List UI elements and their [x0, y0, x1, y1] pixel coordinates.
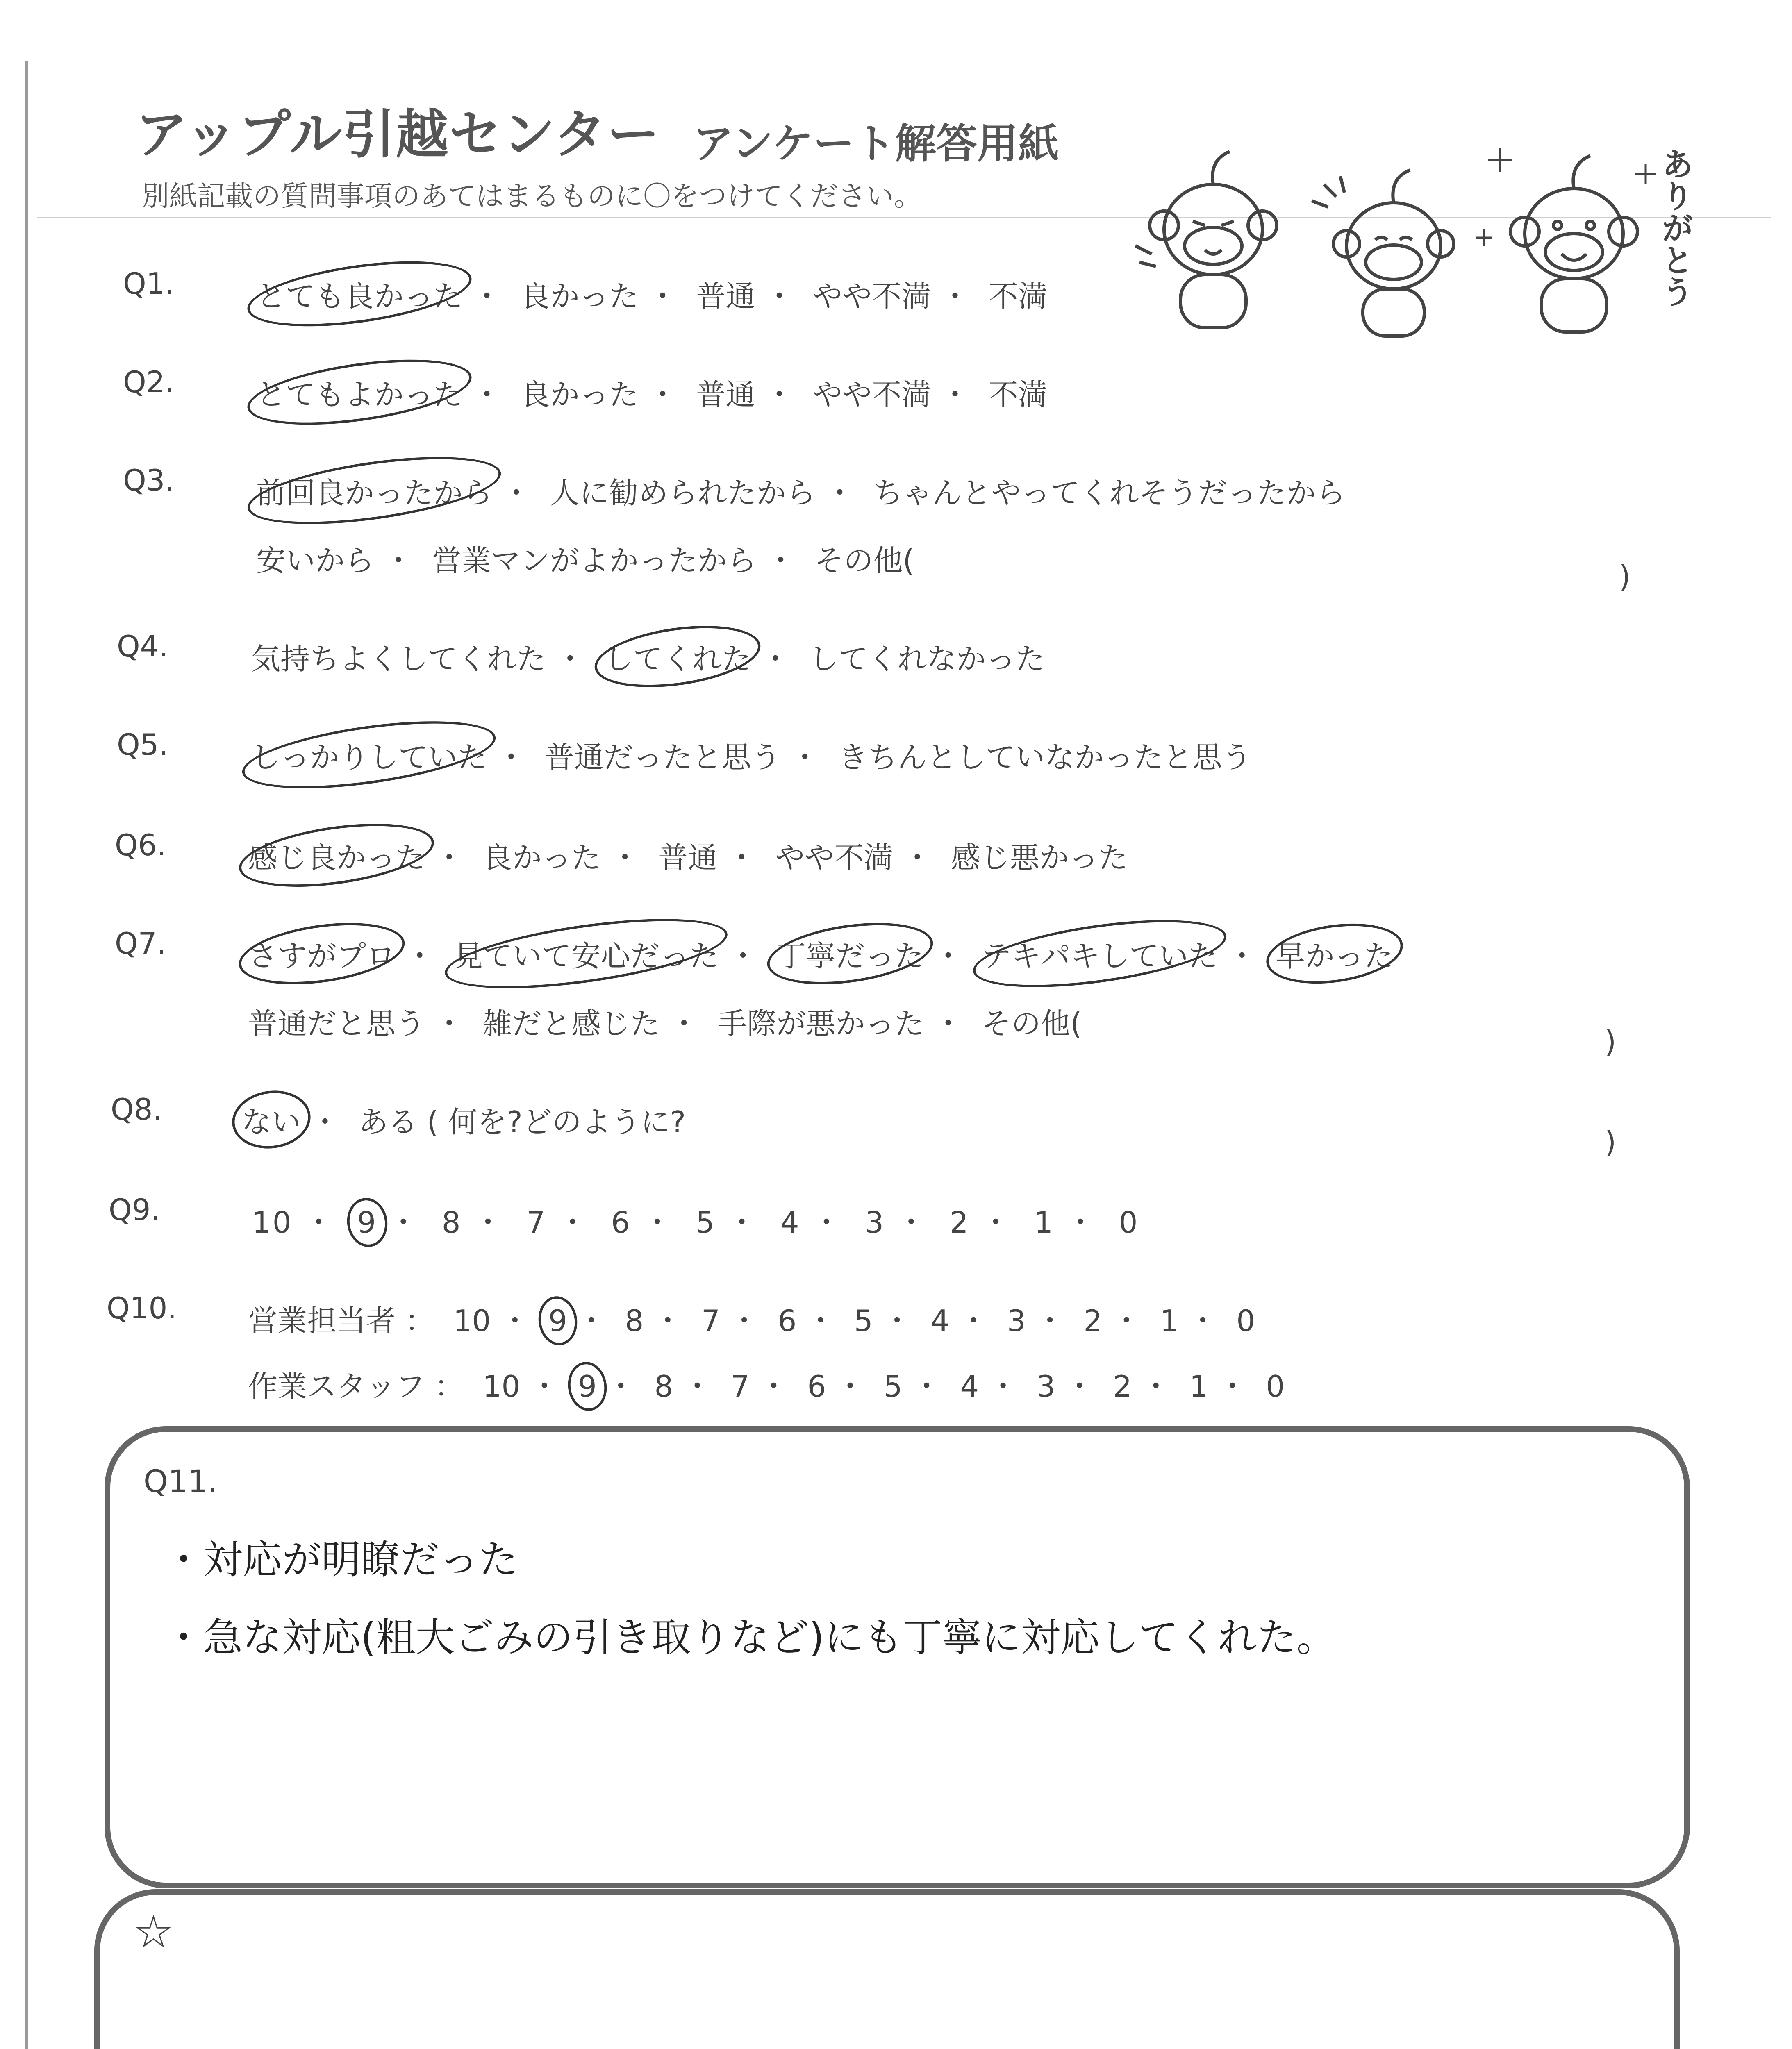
- q10-score[interactable]: 7: [701, 1304, 720, 1338]
- q11-comment-line: ・対応が明瞭だった: [164, 1537, 518, 1583]
- q2-option[interactable]: 普通: [696, 377, 755, 412]
- q7-option[interactable]: 早かった: [1276, 932, 1394, 975]
- q2-option[interactable]: やや不満: [813, 377, 931, 412]
- monkey-2-icon: [1312, 170, 1454, 336]
- q1-option[interactable]: とても良かった: [256, 273, 463, 315]
- q8-option[interactable]: ある ( 何を?どのように?: [358, 1105, 686, 1139]
- q2-option[interactable]: 不満: [988, 377, 1048, 412]
- q7-option[interactable]: 雑だと感じた: [482, 1006, 660, 1041]
- q10-score[interactable]: 10: [453, 1304, 491, 1338]
- q9-score[interactable]: 10: [252, 1205, 293, 1240]
- q10-score[interactable]: 3: [1007, 1304, 1026, 1338]
- q7-option[interactable]: 普通だと思う: [248, 1006, 425, 1041]
- q4-label: Q4.: [117, 629, 168, 663]
- q4-option[interactable]: してくれなかった: [809, 642, 1045, 676]
- q7-label: Q7.: [115, 926, 166, 961]
- q9-score[interactable]: 6: [611, 1205, 632, 1240]
- q10-score[interactable]: 0: [1236, 1304, 1255, 1338]
- q10-sales-row: 営業担当者 ： 10 ・ 9 ・ 8 ・ 7 ・ 6 ・ 5 ・ 4 ・ 3 ・ 2 ・ 1 ・ 0: [248, 1304, 1255, 1338]
- q9-score[interactable]: 9: [357, 1205, 378, 1240]
- q9-score[interactable]: 8: [441, 1205, 462, 1240]
- q10-score[interactable]: 6: [778, 1304, 797, 1338]
- q8-options: ない ・ ある ( 何を?どのように?: [242, 1098, 686, 1141]
- q9-score[interactable]: 5: [696, 1205, 716, 1240]
- q3-close-paren: ): [1619, 559, 1631, 594]
- thanks-text: ありがとう: [1656, 148, 1693, 307]
- instruction-text: 別紙記載の質問事項のあてはまるものに〇をつけてください。: [141, 180, 922, 213]
- q10-score[interactable]: 5: [883, 1369, 903, 1404]
- q3-option[interactable]: 人に勧められたから: [550, 476, 816, 510]
- q10-staff-row: 作業スタッフ ： 10 ・ 9 ・ 8 ・ 7 ・ 6 ・ 5 ・ 4 ・ 3 ・ 2 ・ 1 ・ 0: [248, 1369, 1285, 1404]
- q10-score[interactable]: 10: [482, 1369, 521, 1404]
- q9-score[interactable]: 2: [949, 1205, 970, 1240]
- q7-option[interactable]: その他(: [982, 1006, 1082, 1041]
- q8-label: Q8.: [111, 1092, 162, 1127]
- q10-score[interactable]: 3: [1036, 1369, 1055, 1404]
- monkey-1-icon: [1135, 152, 1277, 328]
- q11-comment-line: ・急な対応(粗大ごみの引き取りなど)にも丁寧に対応してくれた。: [164, 1615, 1336, 1661]
- q11-label: Q11.: [143, 1463, 218, 1499]
- q9-label: Q9.: [109, 1193, 160, 1227]
- q7-option[interactable]: 丁寧だった: [776, 932, 924, 975]
- q6-option[interactable]: やや不満: [775, 840, 894, 875]
- q2-options: とてもよかった ・ 良かった ・ 普通 ・ やや不満 ・ 不満: [256, 371, 1048, 413]
- q7-option[interactable]: さすがプロ: [248, 932, 396, 975]
- q7-options-row2: 普通だと思う ・ 雑だと感じた ・ 手際が悪かった ・ その他(: [248, 1006, 1082, 1041]
- q1-option[interactable]: 良かった: [520, 279, 639, 313]
- q10-score[interactable]: 8: [625, 1304, 644, 1338]
- q10-score[interactable]: 0: [1266, 1369, 1285, 1404]
- free-comment-box[interactable]: [94, 1889, 1680, 2049]
- q10-score[interactable]: 1: [1160, 1304, 1179, 1338]
- q7-options-row1: さすがプロ ・ 見ていて安心だった ・ 丁寧だった ・ テキパキしていた ・ 早かった: [248, 932, 1394, 975]
- form-title: アンケート解答用紙: [693, 120, 1059, 168]
- q5-option[interactable]: きちんとしていなかったと思う: [838, 740, 1252, 775]
- q3-option[interactable]: 営業マンがよかったから: [432, 543, 757, 578]
- q10-score[interactable]: 2: [1113, 1369, 1132, 1404]
- q3-option[interactable]: 前回良かったから: [256, 469, 492, 512]
- q5-option[interactable]: しっかりしていた: [251, 734, 487, 776]
- q10-score[interactable]: 9: [548, 1304, 567, 1338]
- star-icon: ☆: [133, 1906, 174, 1958]
- q7-option[interactable]: テキパキしていた: [982, 932, 1218, 975]
- q4-option[interactable]: してくれた: [604, 635, 751, 678]
- q10-score[interactable]: 5: [854, 1304, 873, 1338]
- q10-label: Q10.: [107, 1291, 177, 1325]
- q10-score[interactable]: 1: [1189, 1369, 1208, 1404]
- q4-option[interactable]: 気持ちよくしてくれた: [251, 642, 546, 676]
- q1-options: とても良かった ・ 良かった ・ 普通 ・ やや不満 ・ 不満: [256, 273, 1048, 315]
- q9-scale: 10 ・ 9 ・ 8 ・ 7 ・ 6 ・ 5 ・ 4 ・ 3 ・ 2 ・ 1 ・ 0: [252, 1205, 1139, 1240]
- q10-score[interactable]: 8: [654, 1369, 673, 1404]
- q7-option[interactable]: 手際が悪かった: [717, 1006, 924, 1041]
- q6-option[interactable]: 感じ悪かった: [951, 840, 1128, 875]
- q5-label: Q5.: [117, 727, 168, 762]
- q6-label: Q6.: [115, 828, 166, 862]
- q10-staff-label: 作業スタッフ: [248, 1369, 425, 1404]
- page-edge: [25, 61, 28, 2049]
- q2-option[interactable]: とてもよかった: [256, 371, 463, 413]
- q4-options: 気持ちよくしてくれた ・ してくれた ・ してくれなかった: [251, 635, 1045, 678]
- q5-options: しっかりしていた ・ 普通だったと思う ・ きちんとしていなかったと思う: [251, 734, 1251, 776]
- q3-option[interactable]: ちゃんとやってくれそうだったから: [873, 476, 1346, 510]
- q6-options: 感じ良かった ・ 良かった ・ 普通 ・ やや不満 ・ 感じ悪かった: [248, 834, 1128, 877]
- q9-score[interactable]: 0: [1119, 1205, 1139, 1240]
- q7-close-paren: ): [1605, 1024, 1617, 1059]
- q2-label: Q2.: [123, 365, 175, 399]
- q10-score[interactable]: 4: [960, 1369, 979, 1404]
- q10-sales-label: 営業担当者: [248, 1304, 396, 1338]
- q9-score[interactable]: 3: [865, 1205, 886, 1240]
- q10-score[interactable]: 4: [930, 1304, 950, 1338]
- q6-option[interactable]: 良かった: [482, 840, 601, 875]
- q3-options-row1: 前回良かったから ・ 人に勧められたから ・ ちゃんとやってくれそうだったから: [256, 469, 1345, 512]
- q10-score[interactable]: 6: [807, 1369, 826, 1404]
- q8-close-paren: ): [1605, 1125, 1617, 1159]
- q8-option[interactable]: ない: [242, 1098, 301, 1141]
- q7-option[interactable]: 見ていて安心だった: [453, 932, 719, 975]
- q6-option[interactable]: 感じ良かった: [248, 834, 425, 877]
- q1-option[interactable]: 普通: [696, 279, 755, 313]
- q3-option[interactable]: その他(: [814, 543, 914, 578]
- q10-score[interactable]: 9: [578, 1369, 597, 1404]
- q3-options-row2: 安いから ・ 営業マンがよかったから ・ その他(: [256, 543, 914, 578]
- q3-option[interactable]: 安いから: [256, 543, 375, 578]
- q10-score[interactable]: 2: [1083, 1304, 1103, 1338]
- q1-label: Q1.: [123, 266, 175, 301]
- q9-score[interactable]: 7: [526, 1205, 547, 1240]
- q6-option[interactable]: 普通: [658, 840, 718, 875]
- q1-option[interactable]: 不満: [988, 279, 1048, 313]
- q9-score[interactable]: 1: [1034, 1205, 1055, 1240]
- q2-option[interactable]: 良かった: [520, 377, 639, 412]
- q9-score[interactable]: 4: [780, 1205, 801, 1240]
- q1-option[interactable]: やや不満: [813, 279, 931, 313]
- mascot-illustration: [1131, 123, 1705, 352]
- company-title: アップル引越センター: [135, 104, 660, 165]
- q3-label: Q3.: [123, 463, 175, 497]
- monkey-3-icon: [1510, 156, 1637, 332]
- q10-score[interactable]: 7: [730, 1369, 750, 1404]
- q5-option[interactable]: 普通だったと思う: [544, 740, 781, 775]
